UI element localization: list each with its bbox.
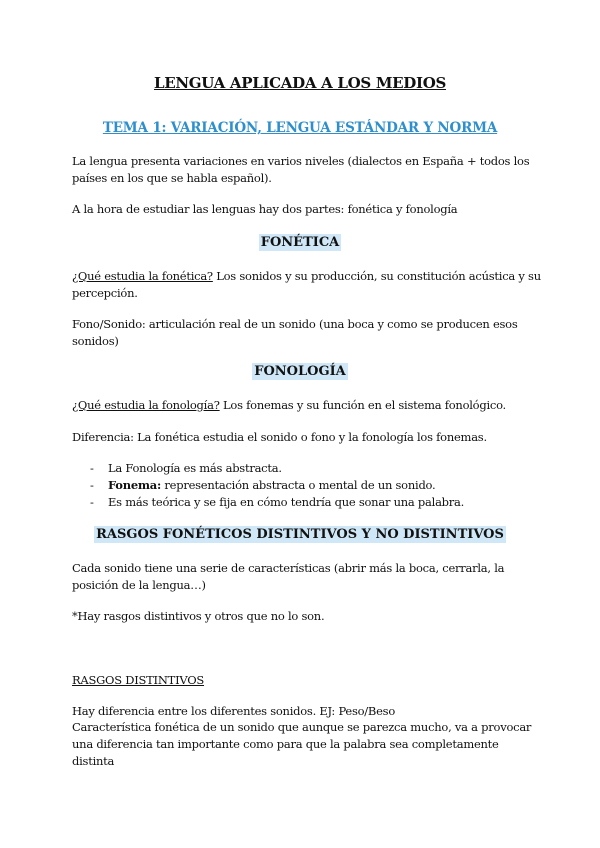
rasgos-distintivos-subheading: RASGOS DISTINTIVOS (72, 673, 205, 687)
list-item-text: representación abstracta o mental de un sonido. (161, 478, 436, 492)
document-title: LENGUA APLICADA A LOS MEDIOS (154, 74, 446, 92)
dash-bullet: - (90, 478, 94, 492)
fonetica-heading-text: FONÉTICA (260, 235, 340, 250)
list-item (90, 494, 540, 511)
rasgos-heading-text: RASGOS FONÉTICOS DISTINTIVOS Y NO DISTINTIVOS (96, 527, 504, 542)
list-item-text: La Fonología es más abstracta. (108, 461, 282, 475)
rasgos-paragraph: Cada sonido tiene una serie de características (abrir más la boca, cerrarla, la posición de la lengua…) (72, 561, 505, 592)
fonologia-question: ¿Qué estudia la fonología? (72, 398, 220, 412)
intro-paragraph: La lengua presenta variaciones en varios niveles (dialectos en España + todos los países en los que se habla español). (72, 154, 530, 185)
list-item-text: Es más teórica y se fija en cómo tendría que sonar una palabra. (108, 495, 465, 509)
fono-definition: Fono/Sonido: articulación real de un sonido (una boca y como se producen esos sonidos) (72, 317, 518, 348)
topic-title: TEMA 1: VARIACIÓN, LENGUA ESTÁNDAR Y NORMA (102, 120, 498, 136)
fonologia-answer: Los fonemas y su función en el sistema fonológico. (219, 398, 506, 412)
dash-bullet: - (90, 461, 94, 475)
distintivos-line-2: Característica fonética de un sonido que aunque se parezca mucho, va a provocar una diferencia tan importante como para que la palabra sea completamente distinta (72, 720, 532, 768)
list-item (90, 460, 540, 477)
diferencia-paragraph: Diferencia: La fonética estudia el sonido o fono y la fonología los fonemas. (72, 430, 487, 444)
fonologia-question-paragraph (72, 397, 542, 414)
dash-bullet: - (90, 495, 94, 509)
list-item (90, 477, 540, 494)
intro-parts-paragraph: A la hora de estudiar las lenguas hay dos partes: fonética y fonología (72, 202, 458, 216)
fonetica-answer: Los sonidos y su producción, su constitución acústica y su percepción. (72, 269, 541, 300)
distintivos-line-1: Hay diferencia entre los diferentes sonidos. EJ: Peso/Beso (72, 704, 396, 718)
fonologia-heading (0, 364, 600, 380)
fonologia-heading-text: FONOLOGÍA (254, 364, 346, 379)
rasgos-note: *Hay rasgos distintivos y otros que no lo son. (72, 609, 325, 623)
fonetica-question-paragraph (72, 268, 542, 302)
rasgos-heading (0, 527, 600, 543)
list-item-bold: Fonema: (108, 478, 161, 492)
fonologia-bullet-list (90, 460, 540, 511)
fonetica-heading (0, 235, 600, 251)
fonetica-question: ¿Qué estudia la fonética? (72, 269, 213, 283)
